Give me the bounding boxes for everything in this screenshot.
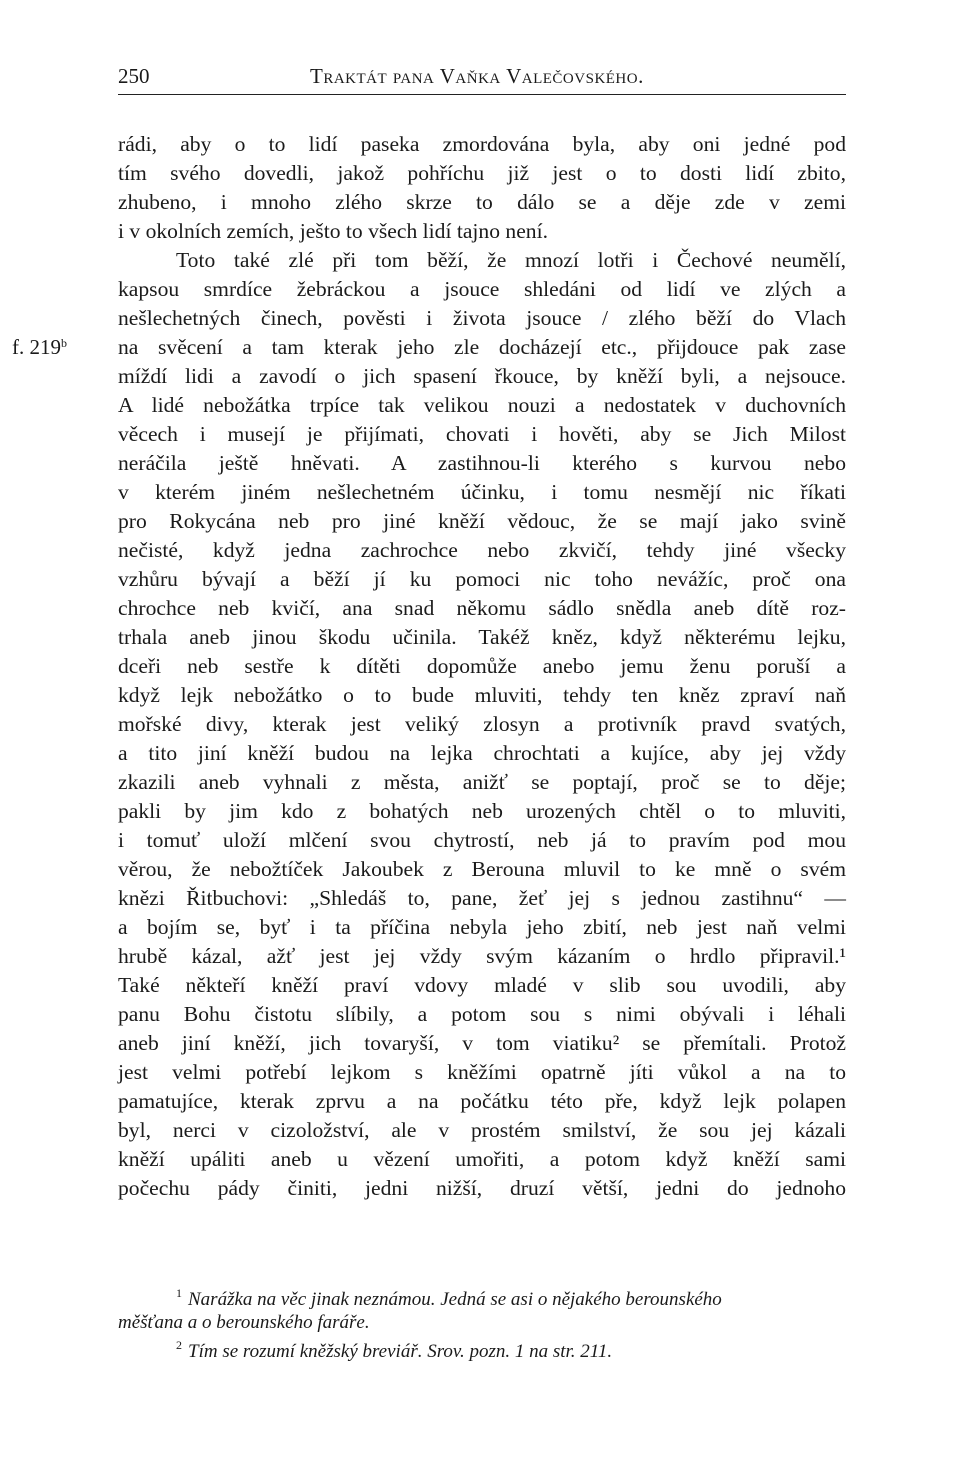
- page-number: 250: [118, 64, 150, 88]
- body-text: [118, 130, 846, 1203]
- footnote-2-text: Tím se rozumí kněžský breviář. Srov. pozn. 1 na str. 211.: [188, 1341, 613, 1362]
- footnote-1-text: Narážka na věc jinak neznámou. Jedná se asi o nějakého berounského: [188, 1289, 722, 1310]
- text-line: když lejk nebožátko o to bude mluviti, tehdy ten kněz zpraví naň: [118, 683, 846, 707]
- footnote-1-mark: 1: [176, 1286, 182, 1300]
- text-line: počechu pády činiti, jedni nižší, druzí větší, jedni do jednoho: [118, 1176, 846, 1200]
- text-line: tím svého dovedli, jakož pohříchu již jest o to dosti lidí zbito,: [118, 161, 846, 185]
- text-line: A lidé nebožátka trpíce tak velikou nouzi a nedostatek v duchovních: [118, 393, 846, 417]
- text-line: rádi, aby o to lidí paseka zmordována byla, aby oni jedné pod: [118, 132, 846, 156]
- text-line: knězi Řitbuchovi: „Shledáš to, pane, žeť jej s jednou zastihnu“ —: [118, 886, 846, 910]
- text-line: zhubeno, i mnoho zlého skrze to dálo se a děje zde v zemi: [118, 190, 846, 214]
- folio-margin-note: [12, 335, 67, 360]
- text-line: pro Rokycána neb pro jiné kněží vědouc, že se mají jako svině: [118, 509, 846, 533]
- text-line: kněží upáliti aneb u vězení umořiti, a potom když kněží sami: [118, 1147, 846, 1171]
- text-line: zkazili aneb vyhnali z města, anižť se poptají, proč se to děje;: [118, 770, 846, 794]
- text-line: nečisté, když jedna zachrochce nebo zkvičí, tehdy jiné všecky: [118, 538, 846, 562]
- text-line: neráčila ještě hněvati. A zastihnou-li kterého s kurvou nebo: [118, 451, 846, 475]
- text-line: i tomuť uloží mlčení svou chytrostí, neb já to pravím pod mou: [118, 828, 846, 852]
- text-line: pakli by jim kdo z bohatých neb urozených chtěl o to mluviti,: [118, 799, 846, 823]
- text-line: jest velmi potřebí lejkom s kněžími opatrně jíti vůkol a na to: [118, 1060, 846, 1084]
- text-line: byl, nerci v cizoložství, ale v prostém smilství, že sou jej kázali: [118, 1118, 846, 1142]
- text-line: i v okolních zemích, ješto to všech lidí tajno není.: [118, 219, 548, 243]
- text-line: chrochce neb kvičí, ana snad někomu sádlo snědla aneb dítě roz-: [118, 596, 846, 620]
- running-title: Traktát pana Vaňka Valečovského.: [310, 64, 644, 88]
- text-line: pamatujíce, kterak zprvu a na počátku této pře, když lejk polapen: [118, 1089, 846, 1113]
- footnote-1: [118, 1282, 846, 1311]
- text-line: a tito jiní kněží budou na lejka chrochtati a kujíce, aby jej vždy: [118, 741, 846, 765]
- text-line: kapsou smrdíce žebráckou a jsouce shledáni od lidí ve zlých a: [118, 277, 846, 301]
- text-line: hrubě kázal, ažť jest jej vždy svým kázaním o hrdlo připravil.¹: [118, 944, 846, 968]
- header-rule: [118, 94, 846, 95]
- text-line: mořské divy, kterak jest veliký zlosyn a protivník pravd svatých,: [118, 712, 846, 736]
- text-line: věcech i musejí je přijímati, chovati i hověti, aby se Jich Milost: [118, 422, 846, 446]
- footnotes: [118, 1282, 846, 1363]
- footnote-1-continuation: měšťana a o berounského faráře.: [118, 1312, 370, 1333]
- text-line: dceři neb sestře k dítěti dopomůže anebo jemu ženu poruší a: [118, 654, 846, 678]
- text-line: a bojím se, byť i ta příčina nebyla jeho zbití, neb jest naň velmi: [118, 915, 846, 939]
- folio-label: f. 219: [12, 335, 61, 359]
- text-line: míždí lidi a zavodí o jich spasení řkouce, by kněží byli, a nejsouce.: [118, 364, 846, 388]
- text-line: vzhůru bývají a běží jí ku pomoci nic toho nevážíc, proč ona: [118, 567, 846, 591]
- text-line: v kterém jiném nešlechetném účinku, i tomu nesmějí nic říkati: [118, 480, 846, 504]
- running-header: [118, 64, 846, 92]
- text-line: Také někteří kněží praví vdovy mladé v slib sou uvodili, aby: [118, 973, 846, 997]
- text-line: panu Bohu čistotu slíbily, a potom sou s nimi obývali i léhali: [118, 1002, 846, 1026]
- folio-sup: b: [61, 336, 67, 350]
- text-line: aneb jiní kněží, jich tovaryší, v tom viatiku² se přemítali. Protož: [118, 1031, 846, 1055]
- footnote-2-mark: 2: [176, 1338, 182, 1352]
- text-line: nešlechetných činech, pověsti i života jsouce / zlého běží do Vlach: [118, 306, 846, 330]
- text-line: věrou, že nebožtíček Jakoubek z Berouna mluvil to ke mně o svém: [118, 857, 846, 881]
- text-line: Toto také zlé při tom běží, že mnozí lotři i Čechové neumělí,: [176, 248, 846, 272]
- text-line: trhala aneb jinou škodu učinila. Takéž kněz, když některému lejku,: [118, 625, 846, 649]
- text-line: na svěcení a tam kterak jeho zle docházejí etc., přijdouce pak zase: [118, 335, 846, 359]
- footnote-2: [118, 1334, 846, 1363]
